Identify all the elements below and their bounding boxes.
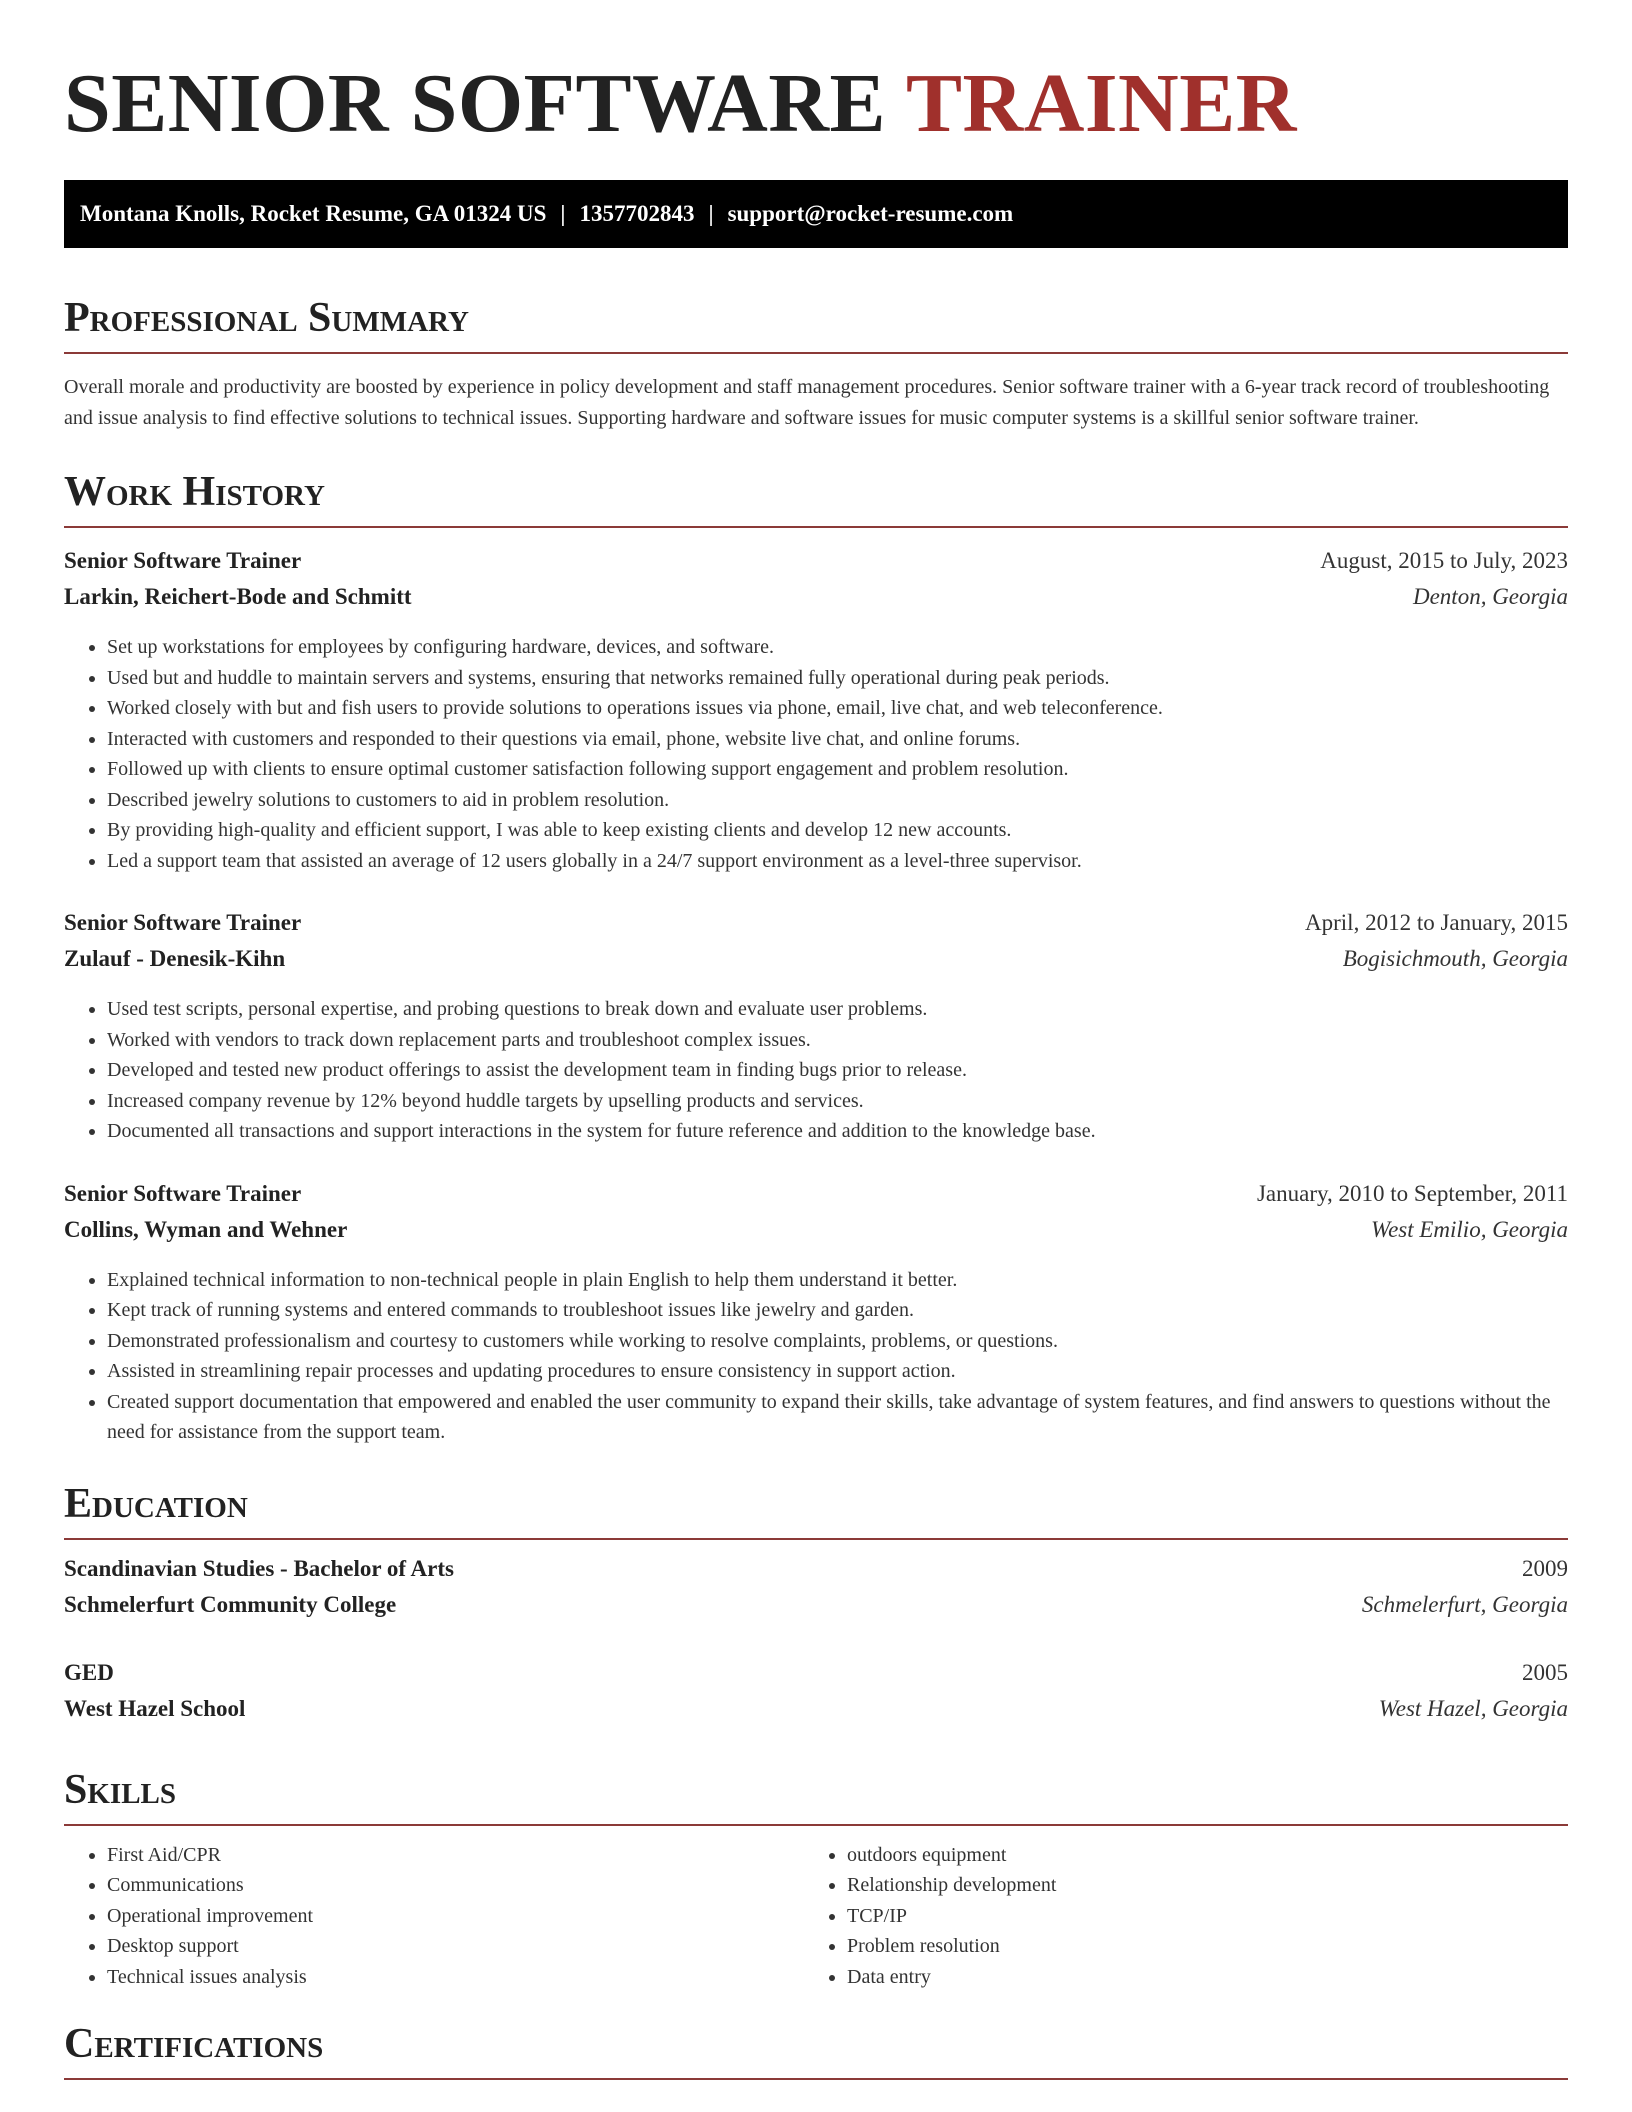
education-degree: GED [64, 1659, 114, 1685]
job-company: Larkin, Reichert-Bode and Schmitt [64, 584, 412, 609]
skill-item: • outdoors equipment [847, 1840, 1544, 1871]
job-company-row [64, 946, 1568, 982]
job-company: Zulauf - Denesik-Kihn [64, 946, 286, 971]
skill-item: • Operational improvement [107, 1901, 804, 1932]
job-header-row [64, 910, 1568, 946]
job-bullets [64, 994, 1568, 1147]
education-entry [64, 1660, 1568, 1732]
job-company-row [64, 584, 1568, 620]
skill-item: • Technical issues analysis [107, 1962, 804, 1993]
education-degree-row [64, 1556, 1568, 1592]
job-bullet: • Followed up with clients to ensure optimal customer satisfaction following support engagement and problem resolution. [107, 754, 1568, 785]
job-company: Collins, Wyman and Wehner [64, 1216, 348, 1242]
job-bullet: • Used but and huddle to maintain servers and systems, ensuring that networks remained fully operational during peak periods. [107, 663, 1568, 694]
education-school-row [64, 1592, 1568, 1628]
job-title: Senior Software Trainer [64, 910, 302, 935]
education-school-row [64, 1696, 1568, 1732]
title-main: SENIOR SOFTWARE [64, 57, 887, 150]
job-bullet: • Set up workstations for employees by configuring hardware, devices, and software. [107, 632, 1568, 663]
job-bullet: • Created support documentation that empowered and enabled the user community to expand their skills, take advantage of system features, and find answers to questions without the need for assistance from the support team. [107, 1387, 1568, 1448]
education-heading: Education [64, 1476, 1568, 1540]
skills-heading: Skills [64, 1762, 1568, 1826]
job-bullet: • Assisted in streamlining repair processes and updating procedures to ensure consistency in support action. [107, 1356, 1568, 1387]
job-bullet: • Explained technical information to non-technical people in plain English to help them understand it better. [107, 1265, 1568, 1296]
skill-item: • Problem resolution [847, 1931, 1544, 1962]
job-header-row [64, 548, 1568, 584]
education-school: West Hazel School [64, 1695, 246, 1721]
skill-item: • Data entry [847, 1962, 1544, 1993]
job-bullet: • Kept track of running systems and entered commands to troubleshoot issues like jewelry and garden. [107, 1295, 1568, 1326]
contact-separator: | [708, 201, 714, 226]
job-dates: April, 2012 to January, 2015 [1305, 910, 1568, 935]
job-location: Bogisichmouth, Georgia [1342, 946, 1568, 971]
job-entry [64, 910, 1568, 1147]
certifications-heading: Certifications [64, 2016, 1568, 2080]
education-year: 2005 [1522, 1659, 1568, 1685]
summary-heading: Professional Summary [64, 290, 1568, 354]
education-degree-row [64, 1660, 1568, 1696]
job-title: Senior Software Trainer [64, 1180, 302, 1206]
job-company-row [64, 1217, 1568, 1253]
job-bullets [64, 632, 1568, 876]
job-bullet: • Demonstrated professionalism and courtesy to customers while working to resolve complaints, problems, or questions. [107, 1326, 1568, 1357]
job-bullet: • Interacted with customers and responded to their questions via email, phone, website live chat, and online forums. [107, 724, 1568, 755]
job-bullet: • Documented all transactions and support interactions in the system for future reference and addition to the knowledge base. [107, 1116, 1568, 1147]
education-location: Schmelerfurt, Georgia [1361, 1591, 1568, 1617]
job-bullet: • Increased company revenue by 12% beyond huddle targets by upselling products and services. [107, 1086, 1568, 1117]
skills-column-right [804, 1840, 1544, 1993]
job-dates: August, 2015 to July, 2023 [1320, 548, 1568, 573]
job-location: Denton, Georgia [1412, 584, 1568, 609]
education-school: Schmelerfurt Community College [64, 1591, 397, 1617]
education-location: West Hazel, Georgia [1378, 1695, 1568, 1721]
education-entry [64, 1556, 1568, 1628]
job-bullet: • Used test scripts, personal expertise, and probing questions to break down and evaluate user problems. [107, 994, 1568, 1025]
resume-title [64, 0, 1568, 152]
contact-phone: 1357702843 [579, 201, 695, 226]
skill-item: • Relationship development [847, 1870, 1544, 1901]
job-dates: January, 2010 to September, 2011 [1256, 1180, 1568, 1206]
job-location: West Emilio, Georgia [1371, 1216, 1568, 1242]
skill-item: • First Aid/CPR [107, 1840, 804, 1871]
job-bullet: • Developed and tested new product offerings to assist the development team in finding bugs prior to release. [107, 1055, 1568, 1086]
resume-page [64, 0, 1568, 2080]
skills-column-left [64, 1840, 804, 1993]
job-bullets [64, 1265, 1568, 1448]
skill-item: • Desktop support [107, 1931, 804, 1962]
job-bullet: • Worked with vendors to track down replacement parts and troubleshoot complex issues. [107, 1025, 1568, 1056]
job-entry [64, 1181, 1568, 1448]
job-bullet: • Worked closely with but and fish users to provide solutions to operations issues via phone, email, live chat, and web teleconference. [107, 693, 1568, 724]
contact-bar [64, 180, 1568, 248]
contact-separator: | [560, 201, 566, 226]
job-header-row [64, 1181, 1568, 1217]
skill-item: • TCP/IP [847, 1901, 1544, 1932]
skills-list [64, 1840, 1568, 1993]
job-bullet: • Led a support team that assisted an average of 12 users globally in a 24/7 support environment as a level-three supervisor. [107, 846, 1568, 877]
education-degree: Scandinavian Studies - Bachelor of Arts [64, 1555, 454, 1581]
job-bullet: • Described jewelry solutions to customers to aid in problem resolution. [107, 785, 1568, 816]
education-year: 2009 [1522, 1555, 1568, 1581]
job-title: Senior Software Trainer [64, 548, 302, 573]
contact-email[interactable]: support@rocket-resume.com [727, 201, 1014, 226]
work-history-heading: Work History [64, 464, 1568, 528]
contact-address: Montana Knolls, Rocket Resume, GA 01324 US [80, 201, 547, 226]
title-accent: TRAINER [906, 57, 1297, 150]
job-bullet: • By providing high-quality and efficient support, I was able to keep existing clients and develop 12 new accounts. [107, 815, 1568, 846]
job-entry [64, 548, 1568, 876]
summary-text: Overall morale and productivity are boosted by experience in policy development and staff management procedures. Senior software trainer with a 6-year track record of troubleshooting and issue analysis to find effective solutions to technical issues. Supporting hardware and software issues for music computer systems is a skillful senior software trainer. [64, 376, 1550, 429]
skill-item: • Communications [107, 1870, 804, 1901]
